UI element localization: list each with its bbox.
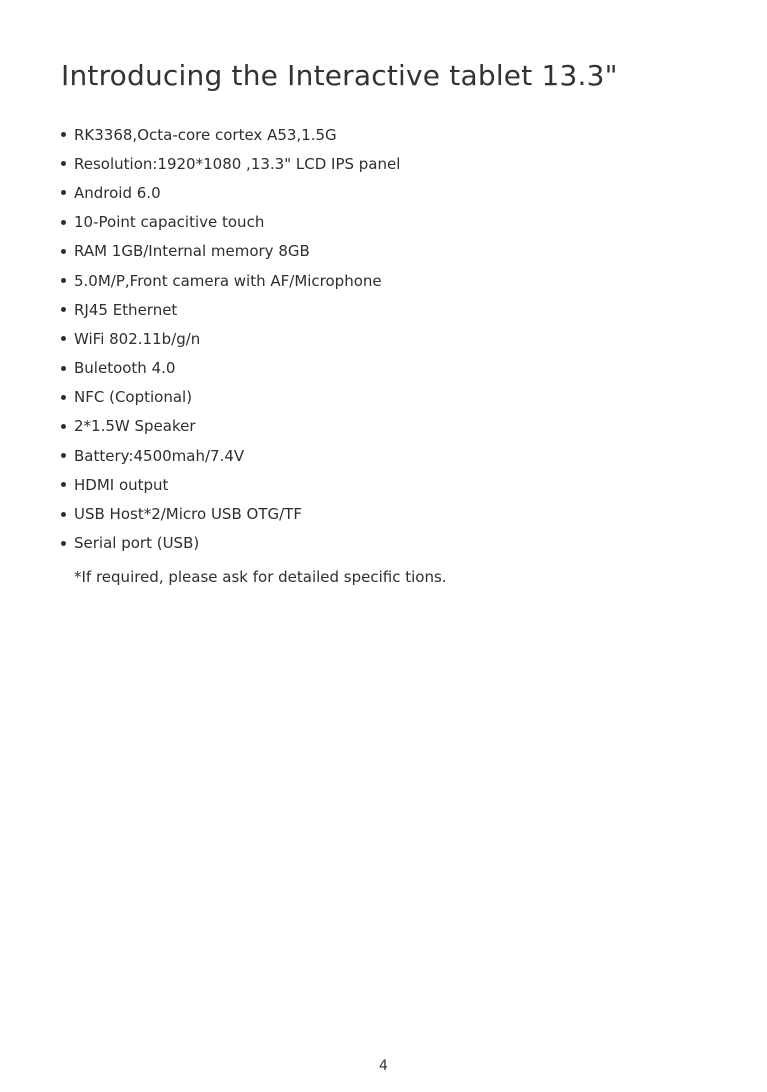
spec-text: 10-Point capacitive touch [74,213,265,232]
spec-list [61,120,400,558]
list-item [61,178,400,207]
page-title: Introducing the Interactive tablet 13.3" [61,59,618,92]
list-item [61,470,400,499]
spec-text: WiFi 802.11b/g/n [74,329,201,348]
spec-text: Buletooth 4.0 [74,359,176,378]
spec-text: HDMI output [74,475,169,494]
spec-text: RJ45 Ethernet [74,300,178,319]
list-item [61,208,400,237]
bullet-icon [61,424,66,429]
list-item [61,354,400,383]
spec-text: RK3368,Octa-core cortex A53,1.5G [74,125,337,144]
bullet-icon [61,190,66,195]
bullet-icon [61,395,66,400]
bullet-icon [61,132,66,137]
list-item [61,412,400,441]
page-number: 4 [379,1058,388,1074]
bullet-icon [61,161,66,166]
list-item [61,441,400,470]
bullet-icon [61,366,66,371]
list-item [61,295,400,324]
spec-text: 5.0M/P,Front camera with AF/Microphone [74,271,382,290]
bullet-icon [61,249,66,254]
list-item [61,324,400,353]
list-item [61,266,400,295]
bullet-icon [61,482,66,487]
spec-text: Android 6.0 [74,183,161,202]
spec-text: NFC (Coptional) [74,388,193,407]
bullet-icon [61,512,66,517]
spec-text: Resolution:1920*1080 ,13.3" LCD IPS panel [74,154,401,173]
spec-text: Serial port (USB) [74,534,200,553]
bullet-icon [61,453,66,458]
bullet-icon [61,541,66,546]
list-item [61,237,400,266]
spec-text: RAM 1GB/Internal memory 8GB [74,242,310,261]
bullet-icon [61,220,66,225]
bullet-icon [61,336,66,341]
bullet-icon [61,278,66,283]
spec-text: Battery:4500mah/7.4V [74,446,245,465]
list-item [61,120,400,149]
bullet-icon [61,307,66,312]
spec-text: 2*1.5W Speaker [74,417,196,436]
list-item [61,529,400,558]
footnote: *If required, please ask for detailed specific tions. [74,568,447,586]
spec-text: USB Host*2/Micro USB OTG/TF [74,505,302,524]
list-item [61,383,400,412]
list-item [61,149,400,178]
list-item [61,499,400,528]
